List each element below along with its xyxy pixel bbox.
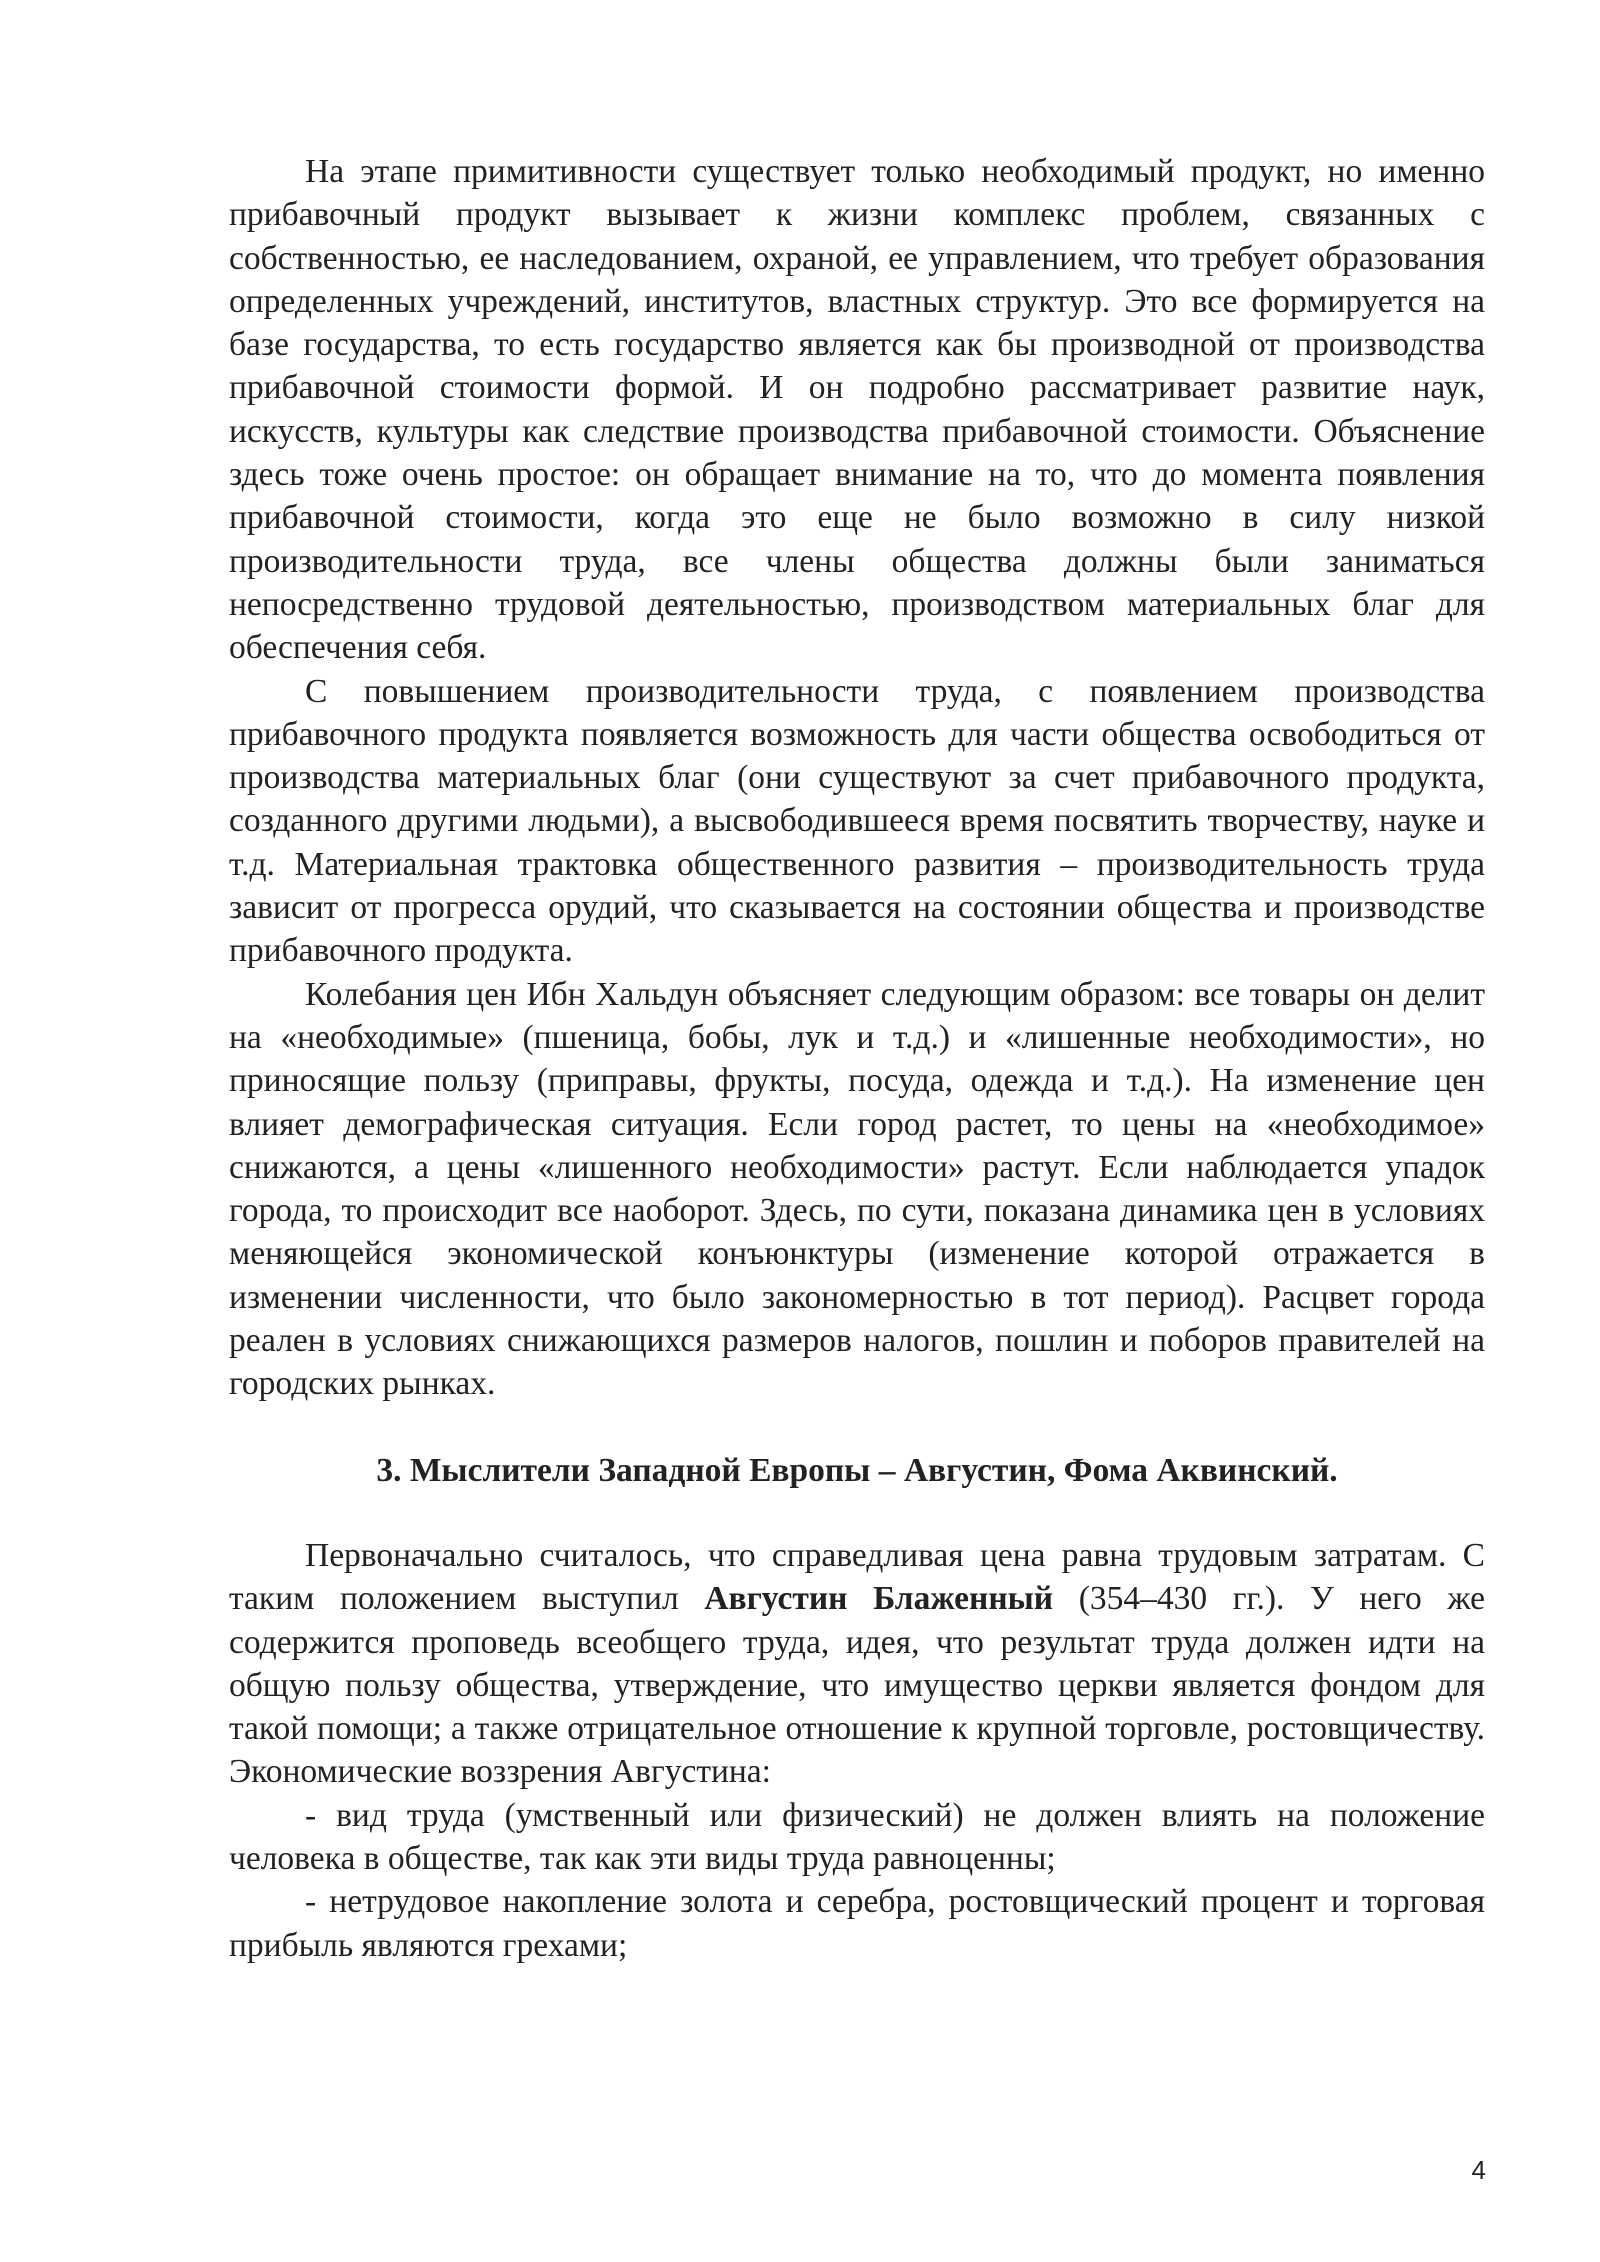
paragraph-augustine [229, 1534, 1485, 1794]
paragraph-surplus-product: На этапе примитивности существует только необходимый продукт, но именно прибавочный продукт вызывает к жизни комплекс проблем, связанных с собственностью, ее наследованием, охраной, ее управлением, что требует образования определенных учреждений, институтов, властных структур. Это все формируется на базе государства, то есть государство является как бы производной от производства прибавочной стоимости формой. И он подробно рассматривает развитие наук, искусств, культуры как следствие производства прибавочной стоимости. Объяснение здесь тоже очень простое: он обращает внимание на то, что до момента появления прибавочной стоимости, когда это еще не было возможно в силу низкой производительности труда, все члены общества должны были заниматься непосредственно трудовой деятельностью, производством материальных благ для обеспечения себя. [229, 153, 1485, 667]
list-item-sins: - нетрудовое накопление золота и серебра, ростовщический процент и торговая прибыль являются грехами; [229, 1883, 1485, 1964]
paragraph-productivity: С повышением производительности труда, с появлением производства прибавочного продукта появляется возможность для части общества освободиться от производства материальных благ (они существуют за счет прибавочного продукта, созданного другими людьми), а высвободившееся время посвятить творчеству, науке и т.д. Материальная трактовка общественного развития – производительность труда зависит от прогресса орудий, что сказывается на состоянии общества и производстве прибавочного продукта. [229, 672, 1485, 970]
augustine-text-after: (354–430 гг.). У него же содержится проповедь всеобщего труда, идея, что результат труда должен идти на общую пользу общества, утверждение, что имущество церкви является фондом для такой помощи; а также отрицательное отношение к крупной торговле, ростовщичеству. Экономические воззрения Августина: [229, 1580, 1486, 1791]
document-page [229, 150, 1485, 1967]
list-item-labor-type: - вид труда (умственный или физический) не должен влиять на положение человека в обществе, так как эти виды труда равноценны; [229, 1796, 1485, 1877]
augustine-text-before: Первоначально считалось, что справедливая цена равна трудовым затратам. С таким положением выступил [229, 1536, 1485, 1618]
section-heading: 3. Мыслители Западной Европы – Августин, Фома Аквинский. [376, 1451, 1338, 1489]
augustine-name: Августин Блаженный [704, 1580, 1054, 1618]
page-number: 4 [1471, 2155, 1486, 2185]
paragraph-price-fluctuations: Колебания цен Ибн Хальдун объясняет следующим образом: все товары он делит на «необходимые» (пшеница, бобы, лук и т.д.) и «лишенные необходимости», но приносящие пользу (приправы, фрукты, посуда, одежда и т.д.). На изменение цен влияет демографическая ситуация. Если город растет, то цены на «необходимое» снижаются, а цены «лишенного необходимости» растут. Если наблюдается упадок города, то происходит все наоборот. Здесь, по сути, показана динамика цен в условиях меняющейся экономической конъюнктуры (изменение которой отражается в изменении численности, что было закономерностью в тот период). Расцвет города реален в условиях снижающихся размеров налогов, пошлин и поборов правителей на городских рынках. [229, 975, 1485, 1403]
